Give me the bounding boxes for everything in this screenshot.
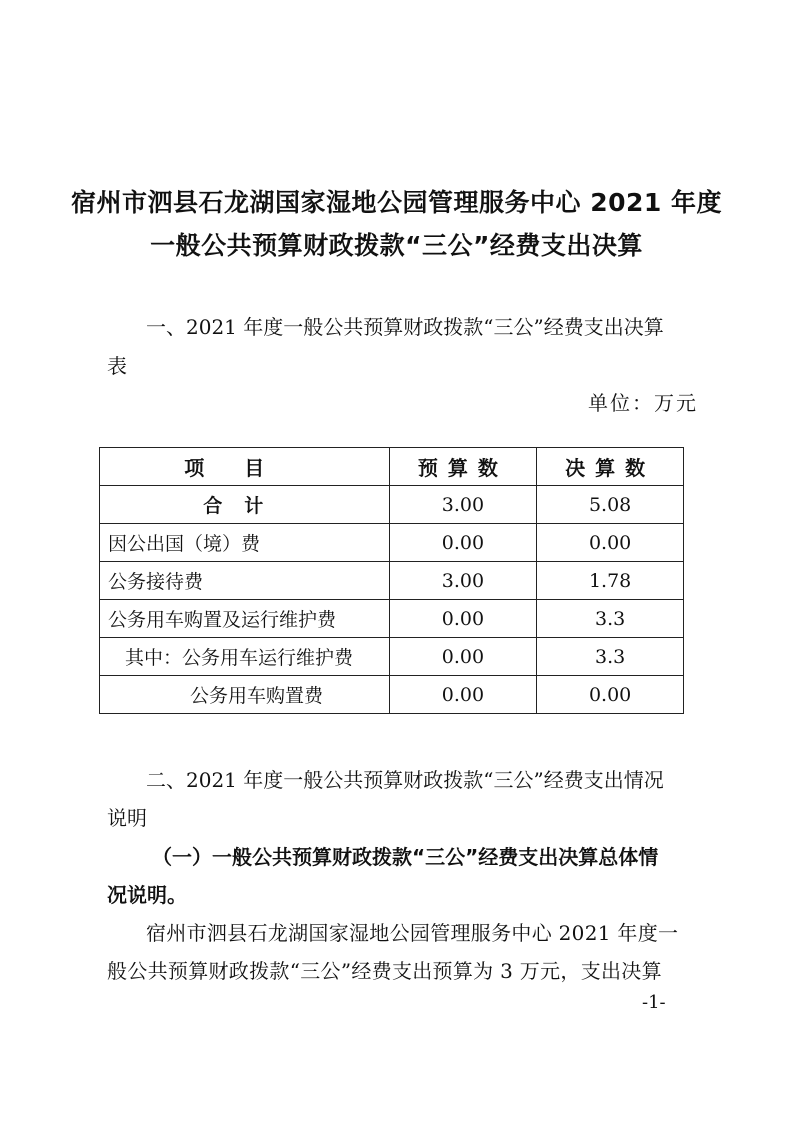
row-name: 公务用车购置费	[100, 676, 390, 714]
row-actual: 5.08	[537, 486, 684, 524]
body-paragraph-line-2: 般公共预算财政拨款“三公”经费支出预算为 3 万元，支出决算	[107, 959, 662, 983]
table-row	[100, 486, 684, 524]
row-budget: 3.00	[389, 562, 537, 600]
table-row	[100, 600, 684, 638]
header-budget: 预算数	[389, 448, 537, 486]
document-title-line-2: 一般公共预算财政拨款“三公”经费支出决算	[150, 231, 643, 260]
subsection-1-heading: （一）一般公共预算财政拨款“三公”经费支出决算总体情	[152, 845, 659, 869]
row-actual: 3.3	[537, 638, 684, 676]
table-row	[100, 562, 684, 600]
row-name: 其中：公务用车运行维护费	[100, 638, 390, 676]
page-number: -1-	[642, 992, 666, 1013]
table-row	[100, 638, 684, 676]
subsection-1-heading-continued: 况说明。	[107, 883, 187, 907]
row-budget: 0.00	[389, 524, 537, 562]
section-1-heading-continued: 表	[107, 354, 127, 378]
table-header-row	[100, 448, 684, 486]
row-budget: 0.00	[389, 600, 537, 638]
row-name: 公务用车购置及运行维护费	[100, 600, 390, 638]
row-name: 合计	[100, 486, 390, 524]
three-public-expenses-table	[99, 447, 684, 714]
row-name: 因公出国（境）费	[100, 524, 390, 562]
header-item: 项目	[100, 448, 390, 486]
document-title-line-1: 宿州市泗县石龙湖国家湿地公园管理服务中心 2021 年度	[71, 188, 722, 217]
row-budget: 3.00	[389, 486, 537, 524]
row-name: 公务接待费	[100, 562, 390, 600]
section-2-heading: 二、2021 年度一般公共预算财政拨款“三公”经费支出情况	[146, 768, 664, 792]
row-actual: 3.3	[537, 600, 684, 638]
section-1-heading: 一、2021 年度一般公共预算财政拨款“三公”经费支出决算	[146, 315, 664, 339]
section-2-heading-continued: 说明	[107, 806, 147, 830]
row-actual: 0.00	[537, 524, 684, 562]
row-actual: 0.00	[537, 676, 684, 714]
unit-label: 单位：万元	[588, 391, 698, 415]
row-budget: 0.00	[389, 638, 537, 676]
header-actual: 决算数	[537, 448, 684, 486]
table-row	[100, 524, 684, 562]
body-paragraph-line-1: 宿州市泗县石龙湖国家湿地公园管理服务中心 2021 年度一	[146, 921, 679, 945]
table-row	[100, 676, 684, 714]
row-actual: 1.78	[537, 562, 684, 600]
row-budget: 0.00	[389, 676, 537, 714]
